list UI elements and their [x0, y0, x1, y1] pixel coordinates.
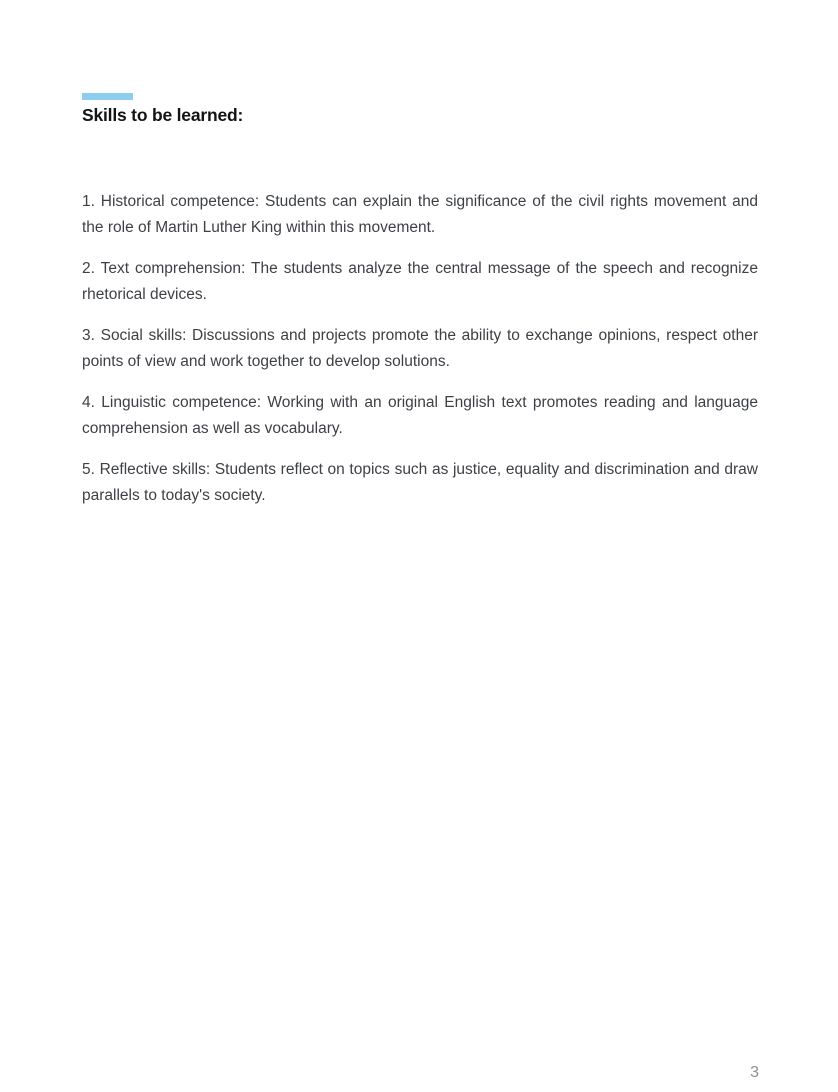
- skill-paragraph-3: 3. Social skills: Discussions and projects promote the ability to exchange opinions, respect other points of view and work together to develop solutions.: [82, 327, 758, 370]
- skill-paragraph-5: 5. Reflective skills: Students reflect on topics such as justice, equality and discrimination and draw parallels to today's society.: [82, 461, 758, 504]
- heading-accent-bar: [82, 93, 133, 100]
- skills-list: [82, 189, 758, 509]
- page-number: 3: [750, 1064, 759, 1081]
- skill-paragraph-4: 4. Linguistic competence: Working with an original English text promotes reading and language comprehension as well as vocabulary.: [82, 394, 758, 437]
- page-content: [82, 0, 758, 524]
- skill-paragraph-2: 2. Text comprehension: The students analyze the central message of the speech and recognize rhetorical devices.: [82, 260, 758, 303]
- skill-paragraph-1: 1. Historical competence: Students can explain the significance of the civil rights movement and the role of Martin Luther King within this movement.: [82, 193, 758, 236]
- section-heading: Skills to be learned:: [82, 105, 244, 125]
